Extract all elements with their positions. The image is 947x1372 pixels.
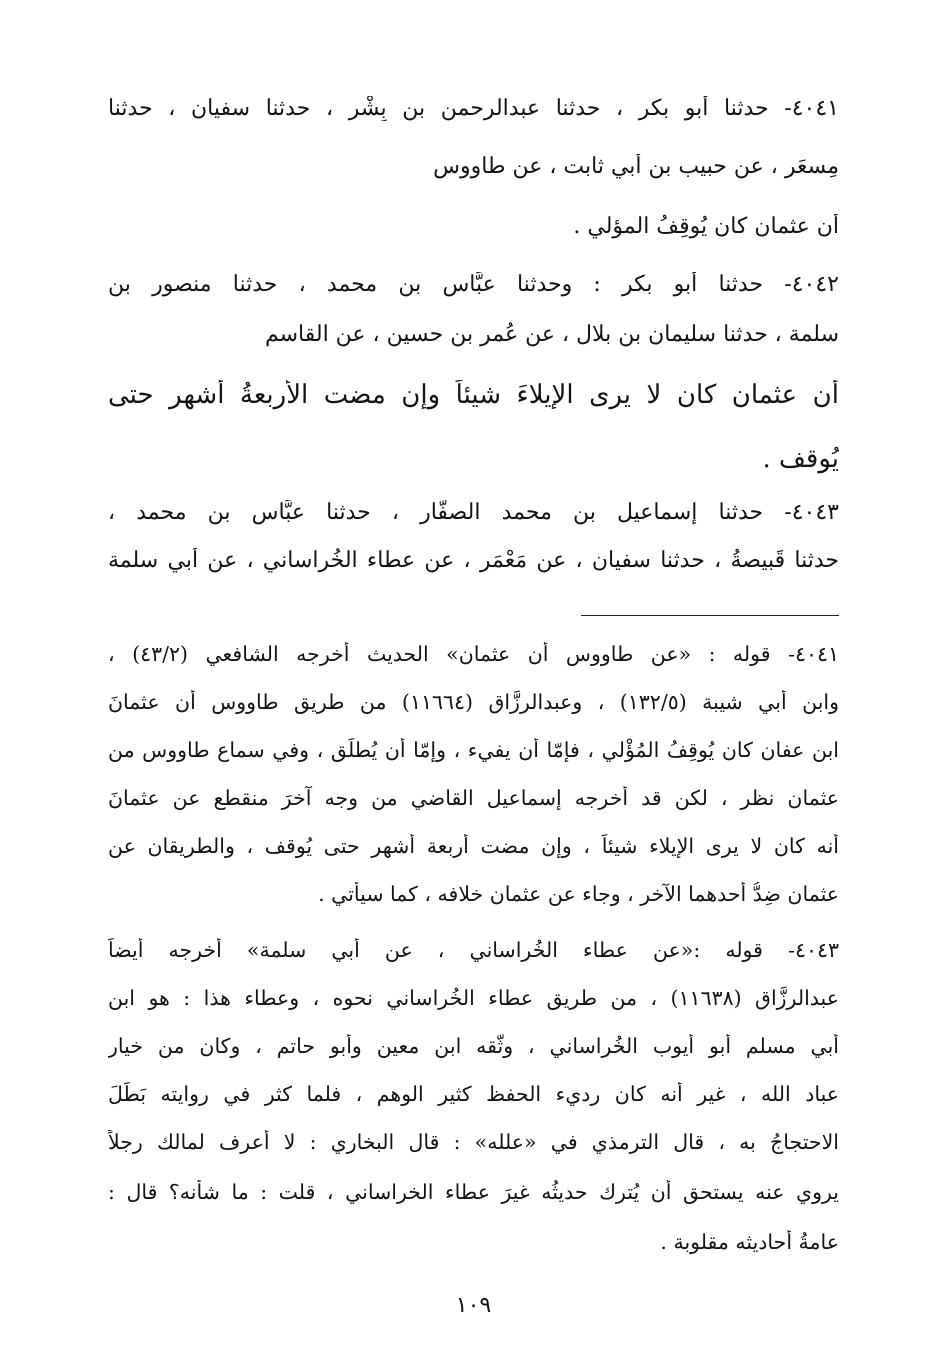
footnote-4043-line-2: عبدالرزَّاق (١١٦٣٨) ، من طريق عطاء الخُراساني نحوه ، وعطاء هذا : هو ابن (108, 986, 839, 1010)
footnote-4043-line-6: يروي عنه يستحق أن يُترك حديثُه غيرَ عطاء الخراساني ، قلت : ما شأنه؟ قال : (108, 1180, 839, 1204)
hadith-4043-line-2: حدثنا قَبيصةُ ، حدثنا سفيان ، عن مَعْمَر ، عن عطاء الخُراساني ، عن أبي سلمة (108, 548, 839, 573)
footnote-4043-line-5: الاحتجاجُ به ، قال الترمذي في «علله» : قال البخاري : لا أعرف لمالك رجلاً (108, 1130, 839, 1154)
hadith-4041-matn: أن عثمان كان يُوقِفُ المؤلي . (573, 214, 839, 239)
hadith-4042-line-2: سلمة ، حدثنا سليمان بن بلال ، عن عُمر بن حسين ، عن القاسم (264, 322, 839, 347)
hadith-4043-line-1: ٤٠٤٣- حدثنا إسماعيل بن محمد الصفَّار ، حدثنا عبَّاس بن محمد ، (108, 500, 839, 525)
hadith-4042-line-1: ٤٠٤٢- حدثنا أبو بكر : وحدثنا عبَّاس بن محمد ، حدثنا منصور بن (108, 272, 839, 297)
footnote-4043-line-4: عباد الله ، غير أنه كان رديء الحفظ كثير الوهم ، فلما كثر في روايته بَطَلَ (108, 1082, 839, 1106)
footnote-4041-line-6: عثمان ضِدُّ أحدهما الآخر ، وجاء عن عثمان خلافه ، كما سيأتي . (318, 882, 839, 906)
footnote-4041-line-5: أنه كان لا يرى الإيلاء شيئاً ، وإن مضت أربعة أشهر حتى يُوقف ، والطريقان عن (108, 834, 839, 858)
page-number: ١٠٩ (455, 1293, 492, 1318)
hadith-4041-line-1: ٤٠٤١- حدثنا أبو بكر ، حدثنا عبدالرحمن بن بِشْر ، حدثنا سفيان ، حدثنا (108, 96, 839, 121)
footnote-4043-line-3: أبي مسلم أبو أيوب الخُراساني ، وثَّقه ابن معين وأبو حاتم ، وكان من خيار (108, 1034, 839, 1058)
footnote-4043-line-7: عامةُ أحاديثه مقلوبة . (660, 1230, 839, 1254)
footnote-4043-line-1: ٤٠٤٣- قوله :«عن عطاء الخُراساني ، عن أبي سلمة» أخرجه أيضاً (108, 938, 839, 962)
footnote-4041-line-1: ٤٠٤١- قوله : «عن طاووس أن عثمان» الحديث أخرجه الشافعي (٤٣/٢) ، (108, 642, 839, 666)
hadith-4041-line-2: مِسعَر ، عن حبيب بن أبي ثابت ، عن طاووس (433, 154, 839, 179)
hadith-4042-matn-line-2: يُوقف . (762, 444, 839, 474)
hadith-4042-matn-line-1: أن عثمان كان لا يرى الإيلاءَ شيئاً وإن مضت الأربعةُ أشهر حتى (108, 380, 839, 410)
footnote-4041-line-3: ابن عفان كان يُوقِفُ المُؤْلي ، فإمّا أن يفيء ، وإمّا أن يُطلِّق ، وفي سماع طاووس من (108, 738, 839, 762)
footnote-4041-line-2: وابن أبي شيبة (١٣٢/٥) ، وعبدالرزَّاق (١١٦٦٤) من طريق طاووس أن عثمانَ (108, 690, 839, 714)
footnote-separator (581, 615, 839, 616)
footnote-4041-line-4: عثمان نظر ، لكن قد أخرجه إسماعيل القاضي من وجه آخرَ منقطع عن عثمانَ (108, 786, 839, 810)
